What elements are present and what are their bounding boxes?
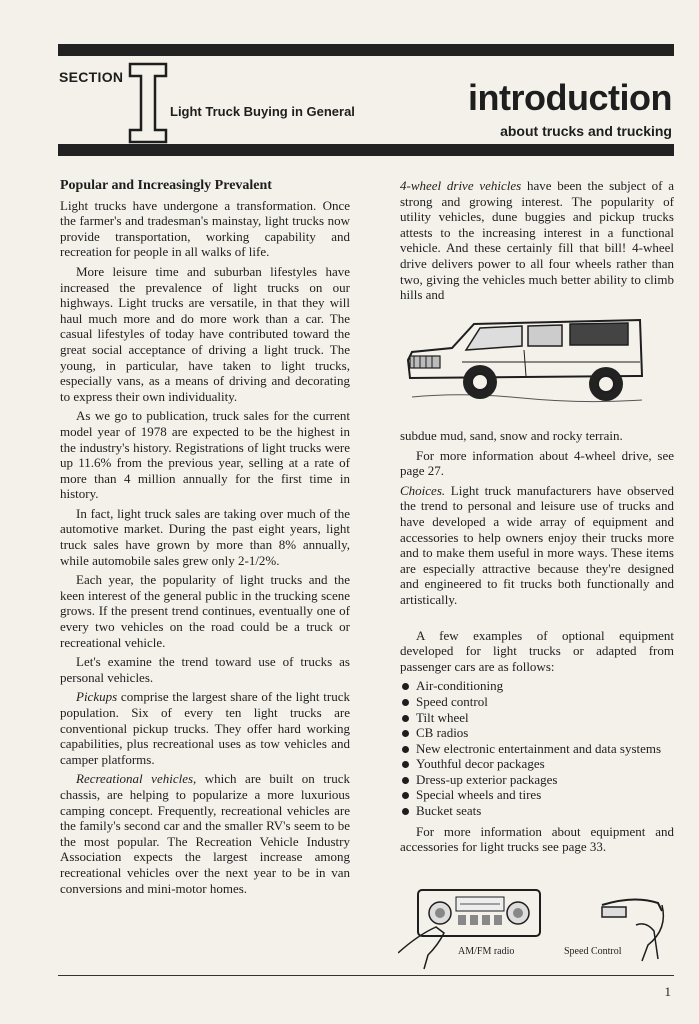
4wd-page-ref: For more information about 4-wheel drive, see page 27.	[400, 447, 674, 479]
section-numeral-graphic	[128, 62, 168, 144]
header-top-rule	[58, 44, 674, 56]
left-paragraph-pickups	[60, 689, 350, 767]
left-heading: Popular and Increasingly Prevalent	[60, 178, 272, 193]
recreational-text: which are built on truck chassis, are helping to popularize a more luxurious camping concept. Frequently, recreational vehicles are the family's second car and the smaller RV's seem to be the most popular. The Recreation Vehicle Industry Association expects the largest increase among recreational vehicles over the next year to be in van conversions and mini-motor homes.	[60, 771, 350, 896]
speed-control-caption: Speed Control	[564, 946, 622, 957]
list-item: CB radios	[400, 725, 674, 741]
list-item: Dress-up exterior packages	[400, 772, 674, 788]
header-bottom-rule	[58, 144, 674, 156]
section-title: Light Truck Buying in General	[170, 104, 355, 119]
left-paragraph-6: Let's examine the trend toward use of trucks as personal vehicles.	[60, 654, 350, 685]
radio-illustration	[398, 885, 548, 970]
4wd-text: have been the subject of a strong and growing interest. The popularity of utility vehicles, dune buggies and pickup trucks attests to the increasing interest in a functional vehicle. And these certainly fill that bill! 4-wheel drive delivers power to all four wheels rather than two, giving the vehicles much better ability to climb hills and	[400, 178, 674, 303]
list-item: Tilt wheel	[400, 710, 674, 726]
left-paragraph-4: In fact, light truck sales are taking over much of the automotive market. During the past eight years, light truck sales have grown by more than 8% annually, while automobile sales grew only 2-1/2%.	[60, 505, 350, 568]
4wd-lead: 4-wheel drive vehicles	[400, 178, 522, 193]
equipment-page-ref: For more information about equipment and accessories for light trucks see page 33.	[400, 823, 674, 855]
footer-rule	[58, 975, 674, 976]
choices-paragraph	[400, 483, 674, 608]
section-label: SECTION	[59, 69, 124, 85]
choices-text: Light truck manufacturers have observed the trend to personal and leisure use of trucks and have developed a wide array of equipment and accessories to help owners enjoy their trucks more and to make them useful in more ways. These items are especially attractive because they're designed and engineered to fit trucks both functionally and artistically.	[400, 482, 674, 607]
list-item: New electronic entertainment and data systems	[400, 741, 674, 757]
truck-illustration	[402, 312, 646, 412]
recreational-lead: Recreational vehicles,	[76, 771, 197, 787]
left-paragraph-5: Each year, the popularity of light trucks and the keen interest of the general public in the trucking scene grows. If the present trend continues, eventually one of every two vehicles on the road could be a truck or recreational vehicle.	[60, 572, 350, 650]
radio-caption: AM/FM radio	[458, 946, 515, 957]
list-item: Youthful decor packages	[400, 756, 674, 772]
equipment-list	[400, 678, 674, 818]
right-column-top	[400, 178, 674, 307]
page-number: 1	[664, 984, 671, 999]
list-item: Air-conditioning	[400, 678, 674, 694]
left-column	[60, 178, 350, 900]
left-paragraph-2: More leisure time and suburban lifestyles have increased the prevalence of light trucks on our highways. Light trucks are versatile, in that they will haul much more and do more work than a car. The casual lifestyles of today have contributed toward the great social acceptance of driving a light truck. The young, in particular, have taken to light trucks, especially vans, as a means of driving and decorating to express their own individuality.	[60, 263, 350, 404]
4wd-continued: subdue mud, sand, snow and rocky terrain.	[400, 428, 623, 443]
list-item: Bucket seats	[400, 803, 674, 819]
choices-lead: Choices.	[400, 482, 446, 498]
left-paragraph-recreational	[60, 771, 350, 896]
right-paragraph-4wd	[400, 178, 674, 303]
left-paragraph-3: As we go to publication, truck sales for the current model year of 1978 are expected to be the highest in the industry's history. Registrations of light trucks were up 11.6% from the previous year, selling at a rate of more than 4 million annually for the first time in history.	[60, 408, 350, 502]
right-column-bottom	[400, 428, 674, 859]
page-subtitle: about trucks and trucking	[500, 123, 672, 139]
pickups-text: comprise the largest share of the light truck population. Six of every ten light trucks are conventional pickup trucks. They offer hard working capabilities, plus recreational uses as tow vehicles and camper platforms.	[60, 689, 350, 767]
page-title: introduction	[468, 77, 672, 118]
equipment-intro: A few examples of optional equipment developed for light trucks or adapted from passenger cars are as follows:	[400, 627, 674, 674]
pickups-lead: Pickups	[76, 689, 118, 705]
list-item: Special wheels and tires	[400, 787, 674, 803]
left-paragraph-1: Light trucks have undergone a transformation. Once the farmer's and tradesman's mainstay, light trucks now provide transportation, working capability and recreation for people in all walks of life.	[60, 197, 350, 260]
list-item: Speed control	[400, 694, 674, 710]
